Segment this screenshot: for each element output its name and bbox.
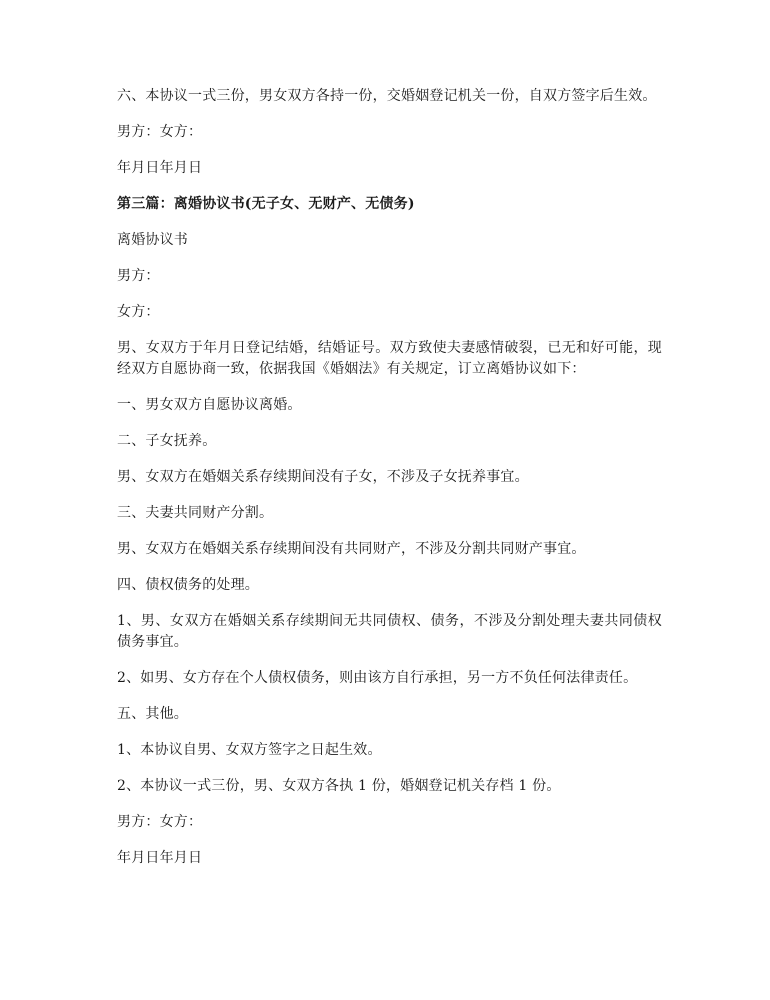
paragraph-clause-five: 五、其他。 [117,706,188,722]
paragraph-other-two: 2、本协议一式三份，男、女双方各执 1 份，婚姻登记机关存档 1 份。 [117,778,561,794]
paragraph-other-one: 1、本协议自男、女双方签字之日起生效。 [117,742,382,758]
paragraph-signatures-final: 男方：女方： [117,814,203,830]
paragraph-children: 男、女双方在婚姻关系存续期间没有子女，不涉及子女抚养事宜。 [117,469,529,485]
paragraph-male-party: 男方： [117,268,160,284]
section-heading: 第三篇：离婚协议书(无子女、无财产、无债务) [117,196,415,212]
paragraph-clause-two: 二、子女抚养。 [117,433,217,449]
paragraph-dates-final: 年月日年月日 [117,850,203,866]
paragraph-dates: 年月日年月日 [117,160,203,176]
paragraph-property: 男、女双方在婚姻关系存续期间没有共同财产，不涉及分割共同财产事宜。 [117,541,586,557]
paragraph-clause-three: 三、夫妻共同财产分割。 [117,505,274,521]
paragraph-clause-six: 六、本协议一式三份，男女双方各持一份，交婚姻登记机关一份，自双方签字后生效。 [117,88,657,104]
paragraph-female-party: 女方： [117,304,160,320]
paragraph-debt-two: 2、如男、女方存在个人债权债务，则由该方自行承担，另一方不负任何法律责任。 [117,670,638,686]
document-page [117,86,662,884]
paragraph-preamble: 男、女双方于年月日登记结婚，结婚证号。双方致使夫妻感情破裂，已无和好可能，现经双方自愿协商一致，依据我国《婚姻法》有关规定，订立离婚协议如下： [117,340,662,377]
paragraph-signatures: 男方：女方： [117,124,203,140]
document-title: 离婚协议书 [117,232,188,248]
paragraph-debt-one: 1、男、女双方在婚姻关系存续期间无共同债权、债务，不涉及分割处理夫妻共同债权债务事宜。 [117,613,662,650]
paragraph-clause-one: 一、男女双方自愿协议离婚。 [117,397,302,413]
paragraph-clause-four: 四、债权债务的处理。 [117,577,259,593]
